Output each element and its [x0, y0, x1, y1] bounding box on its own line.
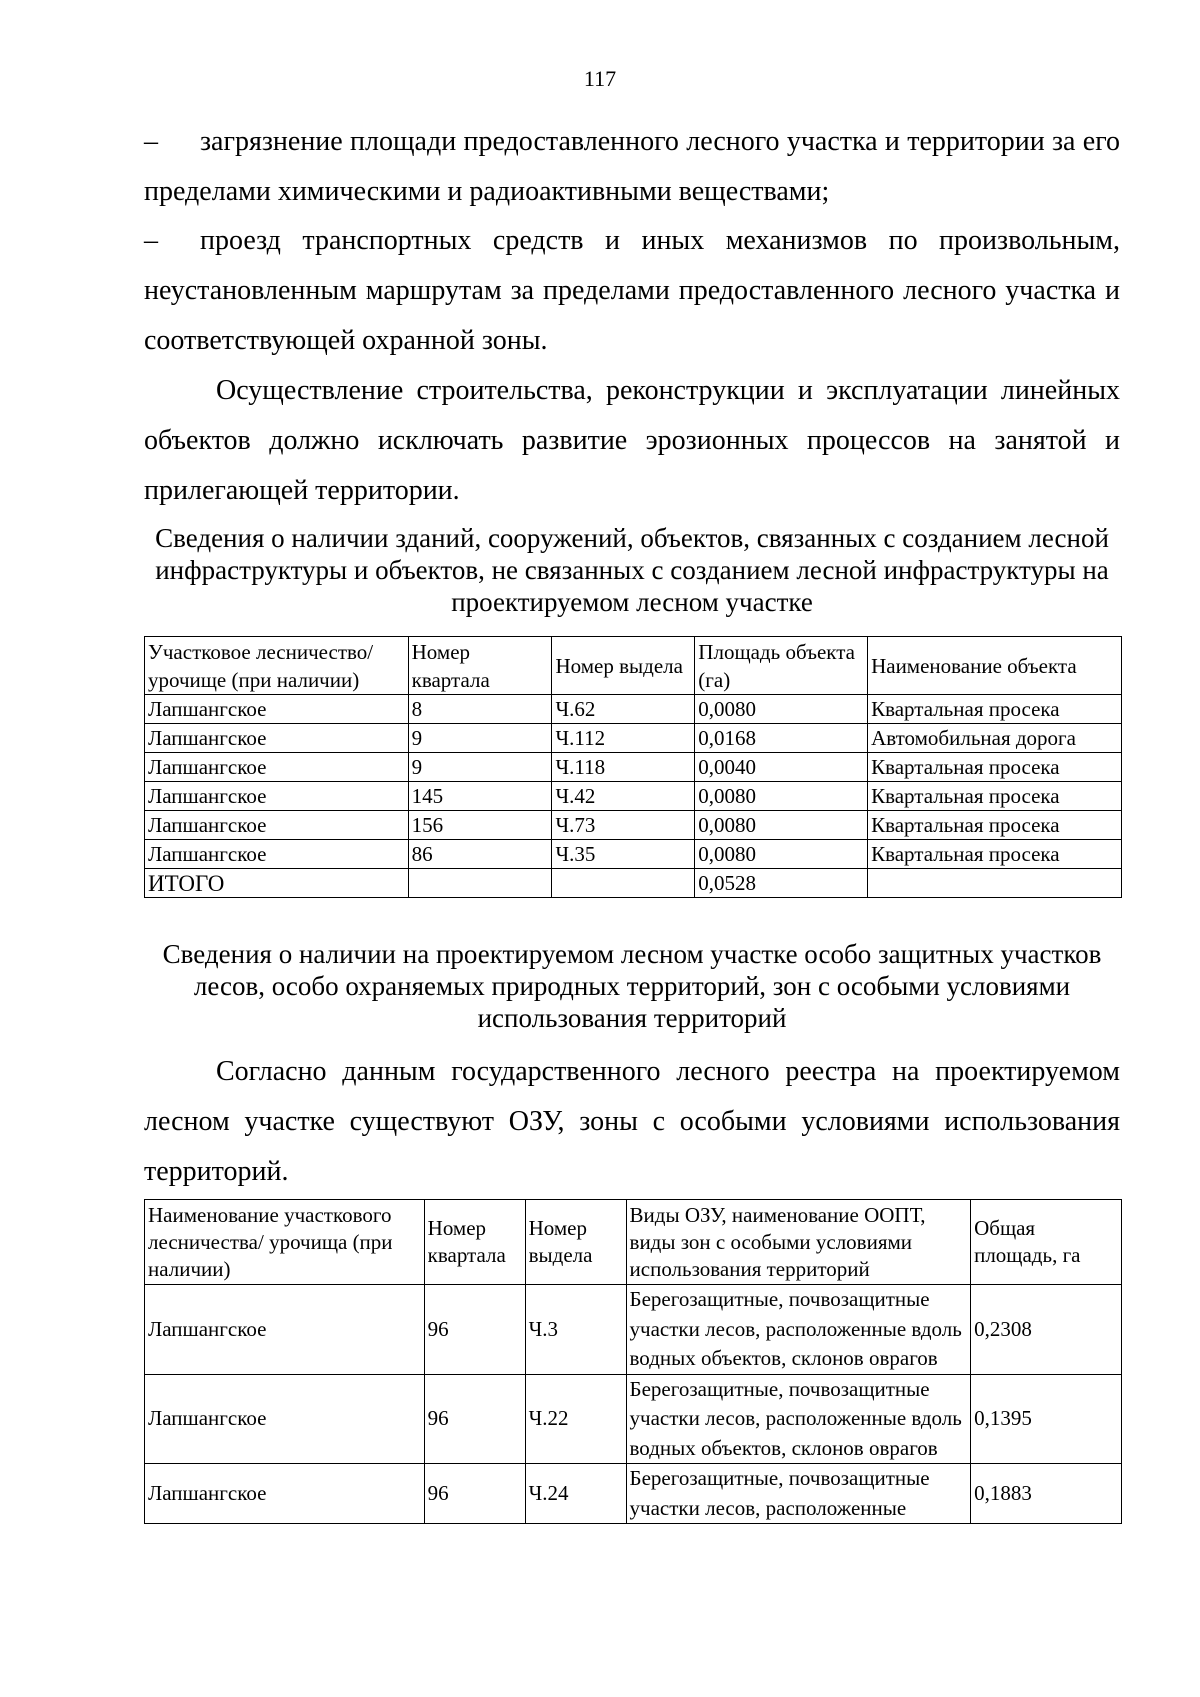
column-header: Наименование участкового лесничества/ урочища (при наличии)	[145, 1200, 425, 1285]
total-label: ИТОГО	[145, 869, 409, 898]
cell-forestry: Лапшангское	[145, 840, 409, 869]
list-item-vehicles	[144, 216, 1120, 366]
column-header: Наименование объекта	[868, 637, 1122, 695]
empty-cell	[552, 869, 695, 898]
table-row	[145, 724, 1122, 753]
cell-allotment: Ч.62	[552, 695, 695, 724]
cell-forestry: Лапшангское	[145, 1374, 425, 1464]
table-header-row	[145, 637, 1122, 695]
table-row	[145, 1374, 1122, 1464]
cell-quarter: 8	[408, 695, 552, 724]
cell-quarter: 9	[408, 753, 552, 782]
paragraph-registry: Согласно данным государственного лесного реестра на проектируемом лесном участке существуют ОЗУ, зоны с особыми условиями использования территорий.	[144, 1056, 1120, 1187]
cell-allotment: Ч.24	[525, 1464, 626, 1524]
protected-areas-table	[144, 1199, 1122, 1524]
table-row	[145, 1464, 1122, 1524]
table-row	[145, 1285, 1122, 1375]
cell-quarter: 96	[424, 1374, 525, 1464]
cell-object-name: Квартальная просека	[868, 782, 1122, 811]
column-header: Общая площадь, га	[971, 1200, 1122, 1285]
column-header: Номер квартала	[408, 637, 552, 695]
cell-forestry: Лапшангское	[145, 724, 409, 753]
column-header: Номер выдела	[552, 637, 695, 695]
table-row	[145, 840, 1122, 869]
cell-quarter: 86	[408, 840, 552, 869]
cell-quarter: 96	[424, 1285, 525, 1375]
cell-protection-type: Берегозащитные, почвозащитные участки лесов, расположенные вдоль водных объектов, склонов оврагов	[626, 1374, 971, 1464]
cell-total-area: 0,1395	[971, 1374, 1122, 1464]
cell-object-name: Квартальная просека	[868, 840, 1122, 869]
page-number: 117	[583, 66, 617, 91]
empty-cell	[408, 869, 552, 898]
cell-area: 0,0040	[695, 753, 868, 782]
cell-allotment: Ч.73	[552, 811, 695, 840]
column-header: Номер квартала	[424, 1200, 525, 1285]
cell-protection-type: Берегозащитные, почвозащитные участки лесов, расположенные вдоль водных объектов, склонов оврагов	[626, 1285, 971, 1375]
cell-area: 0,0168	[695, 724, 868, 753]
cell-forestry: Лапшангское	[145, 695, 409, 724]
dash-marker: –	[144, 126, 158, 157]
dash-marker: –	[144, 225, 158, 256]
infrastructure-table	[144, 636, 1122, 898]
heading-infrastructure: Сведения о наличии зданий, сооружений, объектов, связанных с созданием лесной инфраструктуры и объектов, не связанных с созданием лесной инфраструктуры на проектируемом лесном участке	[155, 523, 1109, 617]
cell-allotment: Ч.118	[552, 753, 695, 782]
cell-quarter: 9	[408, 724, 552, 753]
cell-object-name: Квартальная просека	[868, 695, 1122, 724]
table-row	[145, 811, 1122, 840]
table-row	[145, 782, 1122, 811]
column-header: Виды ОЗУ, наименование ООПТ, виды зон с особыми условиями использования территорий	[626, 1200, 971, 1285]
cell-area: 0,0080	[695, 811, 868, 840]
list-item-pollution	[144, 117, 1120, 217]
cell-quarter: 156	[408, 811, 552, 840]
column-header: Номер выдела	[525, 1200, 626, 1285]
cell-total-area: 0,2308	[971, 1285, 1122, 1375]
cell-forestry: Лапшангское	[145, 1464, 425, 1524]
cell-allotment: Ч.112	[552, 724, 695, 753]
cell-area: 0,0080	[695, 782, 868, 811]
cell-area: 0,0080	[695, 695, 868, 724]
cell-allotment: Ч.35	[552, 840, 695, 869]
cell-quarter: 96	[424, 1464, 525, 1524]
cell-protection-type: Берегозащитные, почвозащитные участки лесов, расположенные	[626, 1464, 971, 1524]
cell-allotment: Ч.42	[552, 782, 695, 811]
cell-forestry: Лапшангское	[145, 1285, 425, 1375]
heading-protected-areas: Сведения о наличии на проектируемом лесном участке особо защитных участков лесов, особо охраняемых природных территорий, зон с особыми условиями использования территорий	[162, 939, 1102, 1033]
cell-area: 0,0080	[695, 840, 868, 869]
cell-forestry: Лапшангское	[145, 782, 409, 811]
cell-allotment: Ч.22	[525, 1374, 626, 1464]
table-row	[145, 695, 1122, 724]
table-total-row	[145, 869, 1122, 898]
column-header: Площадь объекта (га)	[695, 637, 868, 695]
list-item-text: загрязнение площади предоставленного лесного участка и территории за его пределами химическими и радиоактивными веществами;	[144, 126, 1120, 207]
cell-allotment: Ч.3	[525, 1285, 626, 1375]
cell-object-name: Квартальная просека	[868, 753, 1122, 782]
table-header-row	[145, 1200, 1122, 1285]
paragraph-erosion: Осуществление строительства, реконструкции и эксплуатации линейных объектов должно исключать развитие эрозионных процессов на занятой и прилегающей территории.	[144, 375, 1120, 506]
table-row	[145, 753, 1122, 782]
total-area: 0,0528	[695, 869, 868, 898]
cell-forestry: Лапшангское	[145, 753, 409, 782]
column-header: Участковое лесничество/ урочище (при наличии)	[145, 637, 409, 695]
list-item-text: проезд транспортных средств и иных механизмов по произвольным, неустановленным маршрутам за пределами предоставленного лесного участка и соответствующей охранной зоны.	[144, 225, 1120, 356]
cell-forestry: Лапшангское	[145, 811, 409, 840]
cell-object-name: Квартальная просека	[868, 811, 1122, 840]
cell-quarter: 145	[408, 782, 552, 811]
empty-cell	[868, 869, 1122, 898]
cell-object-name: Автомобильная дорога	[868, 724, 1122, 753]
cell-total-area: 0,1883	[971, 1464, 1122, 1524]
